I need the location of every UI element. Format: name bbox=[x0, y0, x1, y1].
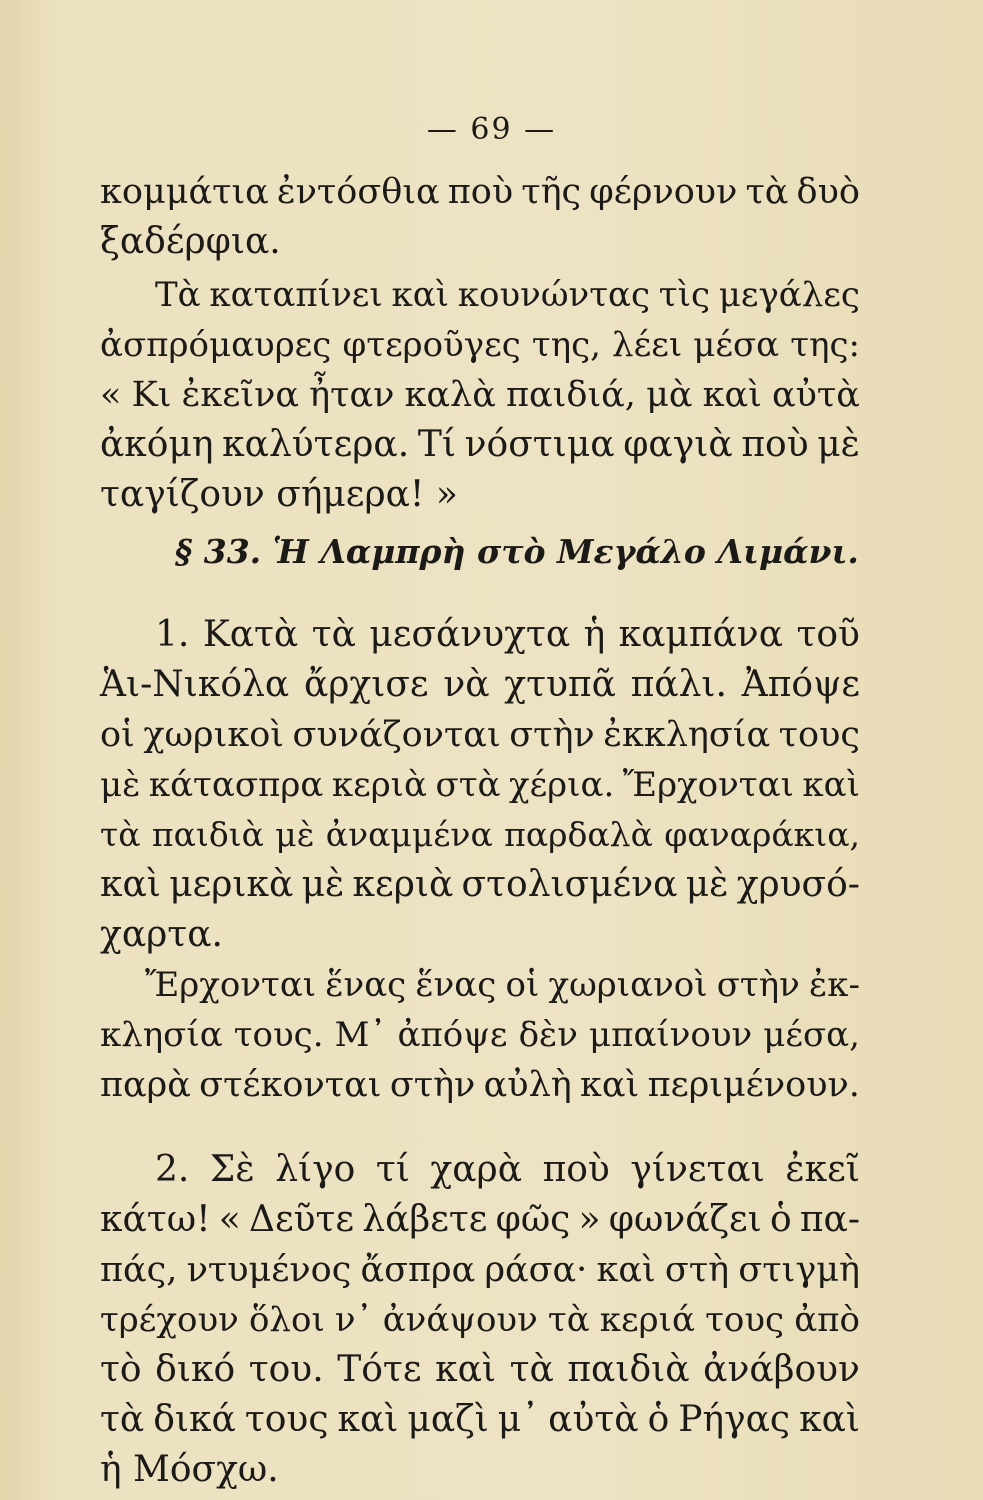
word: στὴν bbox=[509, 715, 595, 755]
text-line bbox=[155, 270, 860, 320]
word: χωριανοὶ bbox=[548, 965, 708, 1005]
word: ἕνας bbox=[325, 965, 407, 1005]
word: ἀνάβουν bbox=[703, 1349, 860, 1390]
word: τὰ bbox=[547, 1300, 590, 1340]
word: τους. bbox=[233, 1015, 324, 1055]
word: τὸ bbox=[100, 1349, 142, 1390]
word: Ἁι-Νικόλα bbox=[100, 664, 290, 705]
text-line bbox=[100, 1345, 860, 1395]
word: τὰ bbox=[745, 172, 789, 212]
page-number: — 69 — bbox=[426, 112, 557, 147]
text-line bbox=[155, 1145, 860, 1195]
text-line bbox=[100, 1195, 860, 1245]
word: καὶ bbox=[391, 275, 449, 315]
word: τῆς bbox=[521, 172, 582, 212]
word: ἀκόμη bbox=[100, 424, 214, 465]
text-line bbox=[100, 860, 860, 910]
word: καὶ bbox=[337, 1399, 399, 1440]
word: δυὸ bbox=[796, 172, 860, 212]
text-line bbox=[100, 660, 860, 710]
word: καὶ bbox=[100, 864, 161, 905]
word: στὴν bbox=[389, 1065, 476, 1105]
word: φέρνουν bbox=[589, 172, 738, 212]
word: κεριὰ bbox=[331, 765, 427, 805]
word: νὰ bbox=[443, 664, 490, 705]
word: » bbox=[578, 1199, 601, 1240]
word: ποὺ bbox=[542, 1149, 610, 1190]
text-line bbox=[100, 710, 860, 760]
section-heading: § 33. Ἡ Λαμπρὴ στὸ Μεγάλο Λιμάνι. bbox=[175, 532, 859, 571]
word: στὰ bbox=[435, 765, 501, 805]
word: τους bbox=[244, 1399, 329, 1440]
text-line: χαρτα. bbox=[100, 914, 223, 955]
word: καλύτερα. bbox=[222, 424, 410, 465]
word: κομμάτια bbox=[100, 172, 269, 212]
word: καὶ bbox=[580, 1065, 640, 1105]
word: Τότε bbox=[337, 1349, 422, 1390]
word: συνάζονται bbox=[292, 715, 501, 755]
word: τοῦ bbox=[796, 614, 860, 655]
word: μὲ bbox=[301, 864, 345, 905]
word: Μ᾽ bbox=[334, 1015, 387, 1055]
text-line bbox=[100, 760, 860, 810]
text-line: ἡ Μόσχω. bbox=[100, 1449, 279, 1490]
word: ποὺ bbox=[741, 424, 809, 465]
word: αὐτὰ bbox=[548, 1399, 639, 1440]
word: πάς, bbox=[100, 1250, 178, 1290]
word: μέσα, bbox=[763, 1015, 860, 1055]
word: Ἔρχονται bbox=[622, 765, 794, 805]
word: στολισμένα bbox=[461, 864, 678, 905]
word: Κι bbox=[131, 375, 172, 415]
word: μὲ bbox=[100, 765, 141, 805]
word: φωνάζει bbox=[608, 1199, 762, 1240]
word: μὲ bbox=[685, 864, 729, 905]
word: ράσα· bbox=[484, 1250, 588, 1290]
word: πάλι. bbox=[630, 664, 727, 705]
word: ἄσπρα bbox=[360, 1250, 476, 1290]
word: Σὲ bbox=[209, 1149, 255, 1190]
word: φτεροῦγες bbox=[342, 325, 521, 365]
word: τί bbox=[375, 1149, 410, 1190]
word: τους bbox=[705, 1300, 785, 1340]
word: 1. bbox=[155, 614, 190, 655]
word: καὶ bbox=[596, 1250, 656, 1290]
word: χρυσό- bbox=[736, 864, 860, 905]
word: ὅλοι bbox=[248, 1300, 325, 1340]
word: ἐκεῖ bbox=[785, 1149, 860, 1190]
word: ἐκκλησία bbox=[603, 715, 771, 755]
text-line bbox=[155, 610, 860, 660]
word: τὶς bbox=[658, 275, 710, 315]
word: τὰ bbox=[509, 1349, 554, 1390]
text-line bbox=[100, 1395, 860, 1445]
word: της: bbox=[790, 325, 860, 365]
word: ἄρχισε bbox=[303, 664, 429, 705]
word: καὶ bbox=[435, 1349, 496, 1390]
word: ἦταν bbox=[309, 375, 395, 415]
word: περιμένουν. bbox=[647, 1065, 860, 1105]
word: ἀπόψε bbox=[397, 1015, 508, 1055]
word: ν᾽ bbox=[334, 1300, 373, 1340]
word: ἐκ- bbox=[808, 965, 860, 1005]
word: Ρήγας bbox=[678, 1399, 791, 1440]
word: μεγάλες bbox=[718, 275, 860, 315]
word: καὶ bbox=[802, 765, 860, 805]
word: καταπίνει bbox=[209, 275, 383, 315]
word: ὁ bbox=[769, 1199, 792, 1240]
text-line bbox=[100, 1245, 860, 1295]
word: παρδαλὰ bbox=[504, 815, 653, 854]
word: ἀσπρόμαυρες bbox=[100, 325, 332, 365]
text-line bbox=[100, 167, 860, 217]
word: παιδιὰ bbox=[567, 1349, 690, 1390]
word: ποὺ bbox=[447, 172, 514, 212]
word: ὁ bbox=[647, 1399, 670, 1440]
word: τρέχουν bbox=[100, 1300, 239, 1340]
word: ἕνας bbox=[415, 965, 497, 1005]
word: ἡ bbox=[583, 614, 606, 655]
word: δικά bbox=[153, 1399, 236, 1440]
word: γίνεται bbox=[630, 1149, 765, 1190]
word: παρὰ bbox=[100, 1065, 191, 1105]
text-line bbox=[100, 320, 860, 370]
word: τὰ bbox=[311, 614, 356, 655]
word: της, bbox=[531, 325, 601, 365]
word: δικό bbox=[155, 1349, 236, 1390]
word: φαγιὰ bbox=[623, 424, 733, 465]
text-line: ταγίζουν σήμερα! » bbox=[100, 474, 458, 515]
text-line bbox=[100, 810, 860, 860]
word: κάτασπρα bbox=[148, 765, 324, 805]
word: ἐκεῖνα bbox=[181, 375, 300, 415]
word: μέσα bbox=[693, 325, 780, 365]
word: φαναράκια, bbox=[664, 815, 860, 854]
word: οἱ bbox=[100, 715, 135, 755]
text-line: ξαδέρφια. bbox=[100, 221, 281, 262]
text-line bbox=[100, 1010, 860, 1060]
word: χωρικοὶ bbox=[143, 715, 285, 755]
word: κουνώντας bbox=[457, 275, 651, 315]
word: καὶ bbox=[702, 375, 762, 415]
word: Κατὰ bbox=[202, 614, 299, 655]
word: ἀναμμένα bbox=[325, 815, 493, 854]
word: μπαίνουν bbox=[589, 1015, 753, 1055]
word: κεριὰ bbox=[352, 864, 454, 905]
word: τους bbox=[778, 715, 860, 755]
word: αὐλὴ bbox=[483, 1065, 572, 1105]
word: ἀνάψουν bbox=[382, 1300, 538, 1340]
word: μαζὶ bbox=[407, 1399, 489, 1440]
word: Ἀπόψε bbox=[741, 664, 860, 705]
text-line bbox=[100, 1295, 860, 1345]
word: χέρια. bbox=[508, 765, 615, 805]
word: παιδιὰ bbox=[151, 815, 264, 854]
text-line bbox=[145, 960, 860, 1010]
word: μερικὰ bbox=[169, 864, 294, 905]
word: πα- bbox=[799, 1199, 860, 1240]
word: μεσάνυχτα bbox=[369, 614, 571, 655]
word: μὲ bbox=[817, 424, 860, 465]
word: « bbox=[218, 1199, 241, 1240]
word: λέει bbox=[612, 325, 683, 365]
word: του. bbox=[248, 1349, 324, 1390]
word: κλησία bbox=[100, 1015, 223, 1055]
text-line bbox=[100, 1060, 860, 1110]
word: 2. bbox=[155, 1149, 190, 1190]
word: καὶ bbox=[799, 1399, 860, 1440]
word: αὐτὰ bbox=[771, 375, 860, 415]
word: ἀπὸ bbox=[794, 1300, 860, 1340]
word: χαρὰ bbox=[430, 1149, 523, 1190]
word: τὰ bbox=[100, 1399, 145, 1440]
word: « bbox=[100, 375, 122, 415]
word: κεριά bbox=[599, 1300, 695, 1340]
word: οἱ bbox=[505, 965, 540, 1005]
word: καλὰ bbox=[404, 375, 496, 415]
word: κάτω! bbox=[100, 1199, 211, 1240]
text-line bbox=[100, 420, 860, 470]
word: παιδιά, bbox=[506, 375, 636, 415]
word: ἐντόσθια bbox=[276, 172, 440, 212]
word: Τί bbox=[417, 424, 456, 465]
word: τὰ bbox=[100, 815, 141, 854]
word: φῶς bbox=[495, 1199, 571, 1240]
word: χτυπᾶ bbox=[504, 664, 616, 705]
word: στὴ bbox=[664, 1250, 730, 1290]
word: μὰ bbox=[646, 375, 693, 415]
word: λίγο bbox=[275, 1149, 356, 1190]
word: στιγμὴ bbox=[738, 1250, 860, 1290]
word: λάβετε bbox=[362, 1199, 488, 1240]
word: Δεῦτε bbox=[248, 1199, 355, 1240]
word: νόστιμα bbox=[464, 424, 615, 465]
word: στὴν bbox=[716, 965, 800, 1005]
word: δὲν bbox=[518, 1015, 578, 1055]
word: Ἔρχονται bbox=[145, 965, 317, 1005]
word: μὲ bbox=[275, 815, 315, 854]
text-line bbox=[100, 370, 860, 420]
word: καμπάνα bbox=[618, 614, 783, 655]
word: Τὰ bbox=[155, 275, 201, 315]
word: ντυμένος bbox=[186, 1250, 352, 1290]
word: στέκονται bbox=[199, 1065, 382, 1105]
word: μ᾽ bbox=[497, 1399, 540, 1440]
